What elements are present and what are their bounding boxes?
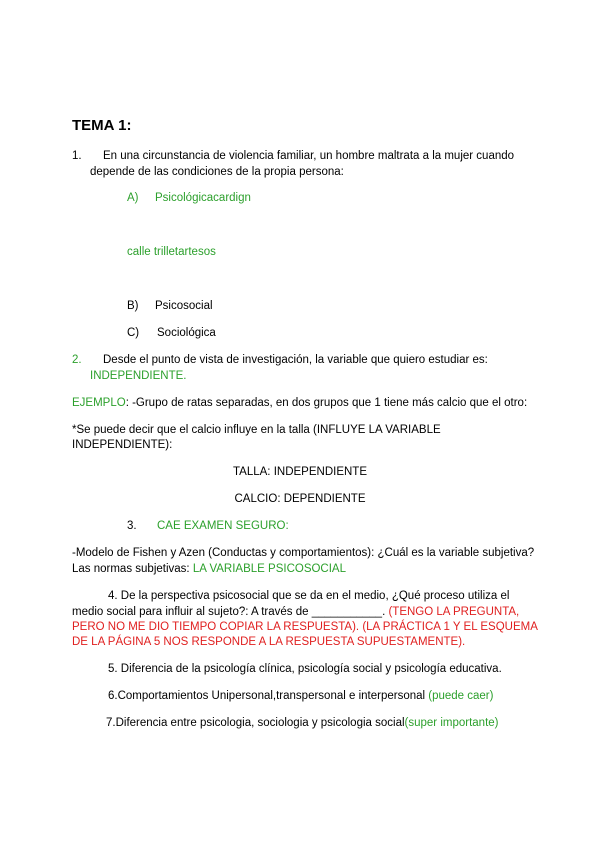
q3-text: CAE EXAMEN SEGURO: [157, 520, 289, 532]
q4-line-3: PERO NO ME DIO TIEMPO COPIAR LA RESPUESTA). (LA PRÁCTICA 1 Y EL ESQUEMA [72, 621, 538, 633]
q7-text: 7.Diferencia entre psicologia, sociologia y psicologia social [106, 717, 405, 729]
talla-line: TALLA: INDEPENDIENTE [233, 466, 367, 478]
q7-note: (super importante) [404, 717, 499, 729]
note-line-1: *Se puede decir que el calcio influye en la talla (INFLUYE LA VARIABLE [72, 424, 441, 436]
model-line-2-text: Las normas subjetivas: [72, 563, 193, 575]
q1-option-b-text: Psicosocial [155, 300, 213, 312]
q1-option-c-text: Sociológica [157, 327, 216, 339]
q1-option-c-letter: C) [127, 327, 140, 339]
q7-line [106, 716, 499, 730]
q4-line-2-note: (TENGO LA PREGUNTA, [385, 606, 520, 618]
q6-text: 6.Comportamientos Unipersonal,transpersonal e interpersonal [108, 690, 429, 702]
q1-number: 1. [72, 150, 82, 162]
example-text: : -Grupo de ratas separadas, en dos grupos que 1 tiene más calcio que el otro: [125, 397, 528, 409]
model-line-1: -Modelo de Fishen y Azen (Conductas y comportamientos): ¿Cuál es la variable subjetiva? [72, 547, 535, 559]
q1-line-2: depende de las condiciones de la propia persona: [90, 166, 344, 178]
q2-answer: INDEPENDIENTE. [90, 370, 187, 382]
calcio-line: CALCIO: DEPENDIENTE [234, 493, 366, 505]
q2-line-1: Desde el punto de vista de investigación, la variable que quiero estudiar es: [103, 354, 488, 366]
q1-option-b-letter: B) [127, 300, 139, 312]
example-line [72, 396, 527, 410]
page-title: TEMA 1: [72, 117, 132, 134]
model-answer: LA VARIABLE PSICOSOCIAL [192, 563, 346, 575]
q4-line-2 [72, 605, 519, 619]
q6-note: (puede caer) [428, 690, 494, 702]
note-line-2: INDEPENDIENTE): [72, 439, 173, 451]
q1-option-a-text: Psicológicacardign [155, 192, 251, 204]
q3-number: 3. [127, 520, 137, 532]
example-label: EJEMPLO [72, 397, 126, 409]
q1-extra-text: calle trilletartesos [127, 246, 216, 258]
q2-number: 2. [72, 354, 82, 366]
q1-line-1: En una circunstancia de violencia familiar, un hombre maltrata a la mujer cuando [103, 150, 515, 162]
q5-text: 5. Diferencia de la psicología clínica, psicología social y psicología educativa. [108, 663, 502, 675]
q4-line-2-text: medio social para influir al sujeto?: A través de ___________. [72, 606, 386, 618]
q4-line-4: DE LA PÁGINA 5 NOS RESPONDE A LA RESPUESTA SUPUESTAMENTE). [72, 636, 466, 648]
q1-option-a-letter: A) [127, 192, 139, 204]
q4-line-1: 4. De la perspectiva psicosocial que se da en el medio, ¿Qué proceso utiliza el [108, 590, 510, 602]
q6-line [108, 689, 493, 703]
model-line-2 [72, 562, 346, 576]
